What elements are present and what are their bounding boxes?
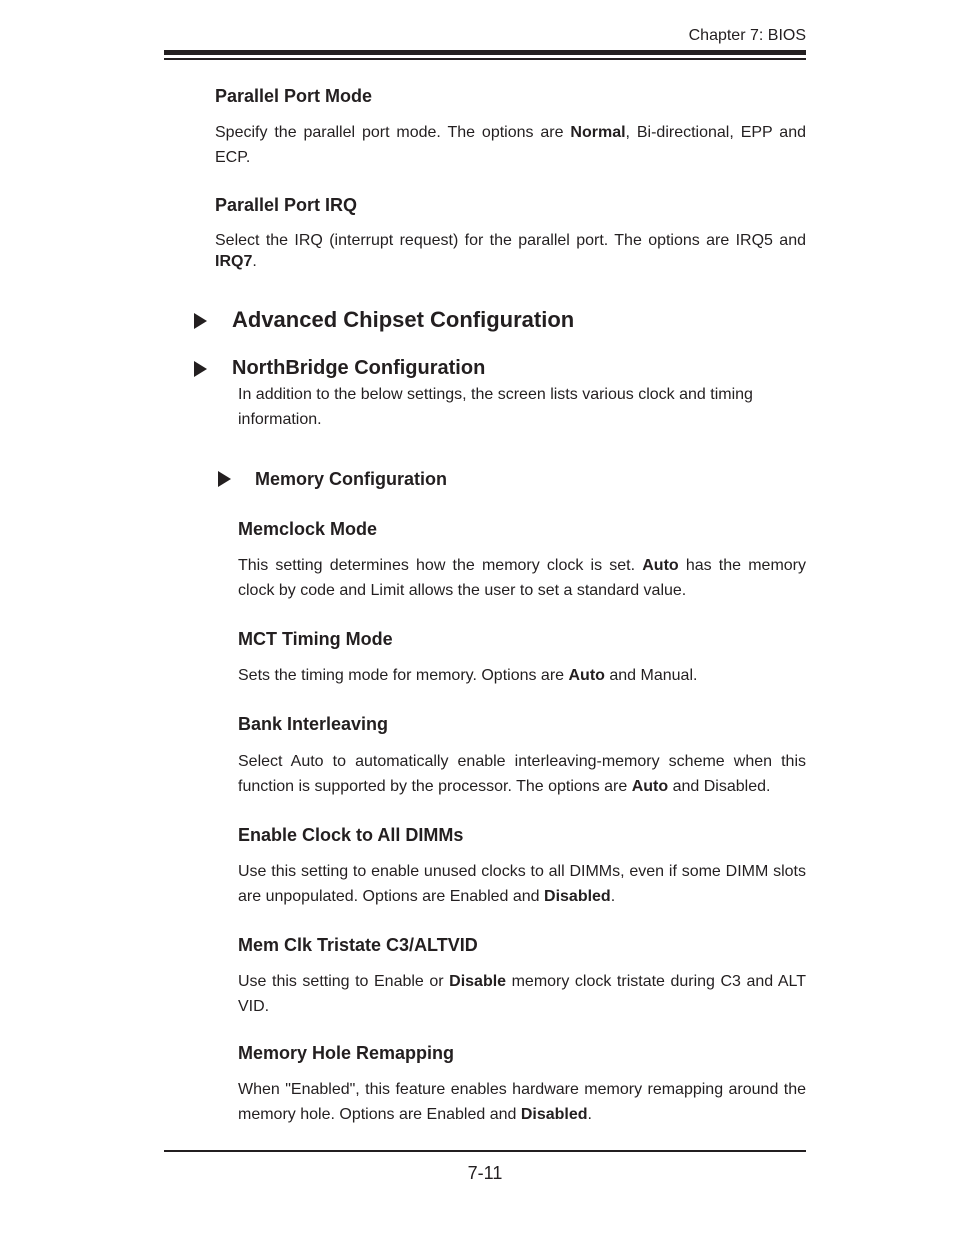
header-rule-thin — [164, 58, 806, 60]
section-text-mem-clk-tristate: Use this setting to Enable or Disable memory clock tristate during C3 and ALT VID. — [238, 973, 807, 1015]
section-text-parallel-port-mode: Specify the parallel port mode. The options are Normal, Bi-directional, EPP and ECP. — [215, 124, 806, 166]
footer-rule — [164, 1150, 806, 1152]
section-title-mem-clk-tristate: Mem Clk Tristate C3/ALTVID — [238, 935, 478, 955]
section-text-northbridge: In addition to the below settings, the screen lists various clock and timing information. — [238, 386, 753, 428]
chapter-header: Chapter 7: BIOS — [688, 27, 806, 44]
section-title-advanced-chipset: Advanced Chipset Configuration — [232, 307, 575, 332]
section-text-parallel-port-irq: Select the IRQ (interrupt request) for the parallel port. The options are IRQ5 and IRQ7. — [215, 232, 806, 270]
section-title-parallel-port-irq: Parallel Port IRQ — [215, 195, 358, 215]
section-title-memory-configuration: Memory Configuration — [255, 469, 447, 489]
section-title-northbridge: NorthBridge Configuration — [232, 357, 486, 379]
section-text-enable-clock-dimms: Use this setting to enable unused clocks to all DIMMs, even if some DIMM slots are unpopulated. Options are Enabled and Disabled. — [238, 863, 806, 905]
section-text-mct-timing-mode: Sets the timing mode for memory. Options are Auto and Manual. — [238, 667, 698, 684]
section-text-memory-hole-remapping: When "Enabled", this feature enables hardware memory remapping around the memory hole. Options are Enabled and Disabled. — [238, 1081, 806, 1123]
arrow-right-icon — [194, 313, 207, 329]
section-title-enable-clock-dimms: Enable Clock to All DIMMs — [238, 825, 464, 845]
section-title-memclock-mode: Memclock Mode — [238, 519, 378, 539]
section-title-mct-timing-mode: MCT Timing Mode — [238, 629, 393, 649]
header-rule-thick — [164, 50, 806, 55]
page-number: 7-11 — [467, 1163, 503, 1183]
section-text-bank-interleaving: Select Auto to automatically enable interleaving-memory scheme when this function is supported by the processor. The options are Auto and Disabled. — [238, 753, 806, 795]
section-text-memclock-mode: This setting determines how the memory clock is set. Auto has the memory clock by code and Limit allows the user to set a standard value. — [238, 557, 807, 599]
arrow-right-icon — [218, 471, 231, 487]
section-title-parallel-port-mode: Parallel Port Mode — [215, 86, 373, 106]
section-title-bank-interleaving: Bank Interleaving — [238, 714, 389, 734]
section-title-memory-hole-remapping: Memory Hole Remapping — [238, 1043, 455, 1063]
arrow-right-icon — [194, 361, 207, 377]
